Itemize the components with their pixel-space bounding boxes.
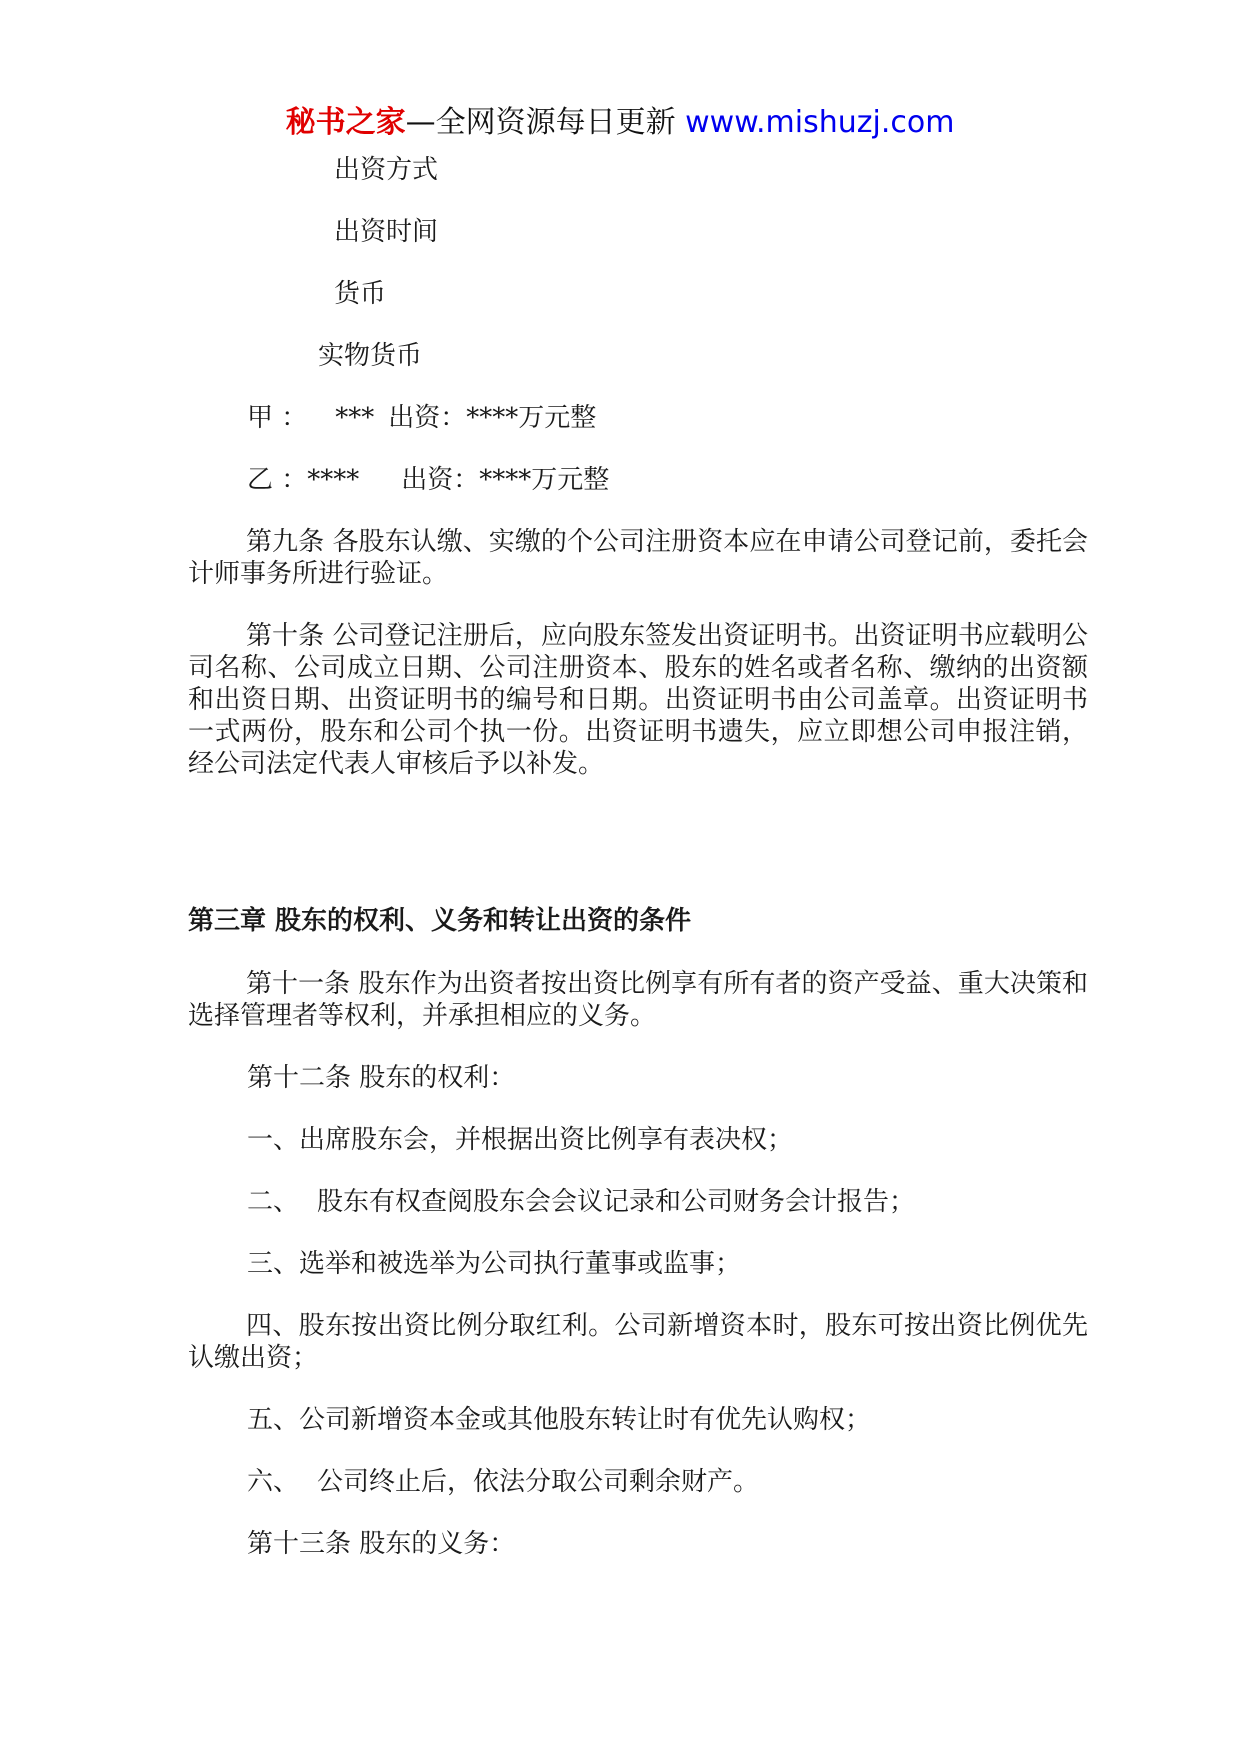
right-2 [247, 1186, 915, 1219]
contribution-time: 出资时间 [334, 217, 439, 247]
right-6-text: 公司终止后，依法分取公司剩余财产。 [317, 1467, 760, 1497]
chapter-3-heading: 第三章 股东的权利、义务和转让出资的条件 [188, 906, 692, 936]
article-9: 第九条 各股东认缴、实缴的个公司注册资本应在申请公司登记前，委托会计师事务所进行验证。 [188, 527, 1088, 589]
party-a-label: 甲 ： [247, 403, 308, 433]
right-6 [247, 1466, 759, 1499]
currency: 货币 [334, 279, 387, 309]
contribution-method: 出资方式 [334, 155, 439, 185]
party-b-amount: 出资：****万元整 [401, 465, 610, 495]
right-6-number: 六、 [247, 1467, 300, 1497]
right-4: 四、股东按出资比例分取红利。公司新增资本时，股东可按出资比例优先认缴出资； [188, 1311, 1088, 1373]
article-12: 第十二条 股东的权利： [247, 1063, 516, 1093]
article-11: 第十一条 股东作为出资者按出资比例享有所有者的资产受益、重大决策和选择管理者等权利，并承担相应的义务。 [188, 969, 1088, 1031]
in-kind-currency: 实物货币 [318, 341, 423, 371]
banner-brand: 秘书之家 [285, 105, 406, 140]
party-a-amount: 出资：****万元整 [388, 403, 597, 433]
banner-url-link[interactable]: www.mishuzj.com [685, 105, 955, 140]
party-a-name: *** [335, 403, 375, 433]
right-2-number: 二、 [247, 1187, 300, 1217]
party-a-row [247, 402, 596, 435]
right-1: 一、出席股东会，并根据出资比例享有表决权； [247, 1125, 794, 1155]
right-2-text: 股东有权查阅股东会会议记录和公司财务会计报告； [317, 1187, 916, 1217]
site-banner [0, 103, 1240, 143]
right-5: 五、公司新增资本金或其他股东转让时有优先认购权； [247, 1405, 872, 1435]
party-b-row [247, 464, 609, 497]
article-13: 第十三条 股东的义务： [247, 1529, 516, 1559]
right-3: 三、选举和被选举为公司执行董事或监事； [247, 1249, 742, 1279]
party-b-label: 乙 ：**** [247, 465, 360, 495]
banner-slogan: —全网资源每日更新 [405, 105, 686, 140]
article-10: 第十条 公司登记注册后，应向股东签发出资证明书。出资证明书应载明公司名称、公司成立日期、公司注册资本、股东的姓名或者名称、缴纳的出资额和出资日期、出资证明书的编号和日期。出资证明书由公司盖章。出资证明书一式两份，股东和公司个执一份。出资证明书遗失，应立即想公司申报注销，经公司法定代表人审核后予以补发。 [188, 621, 1088, 779]
